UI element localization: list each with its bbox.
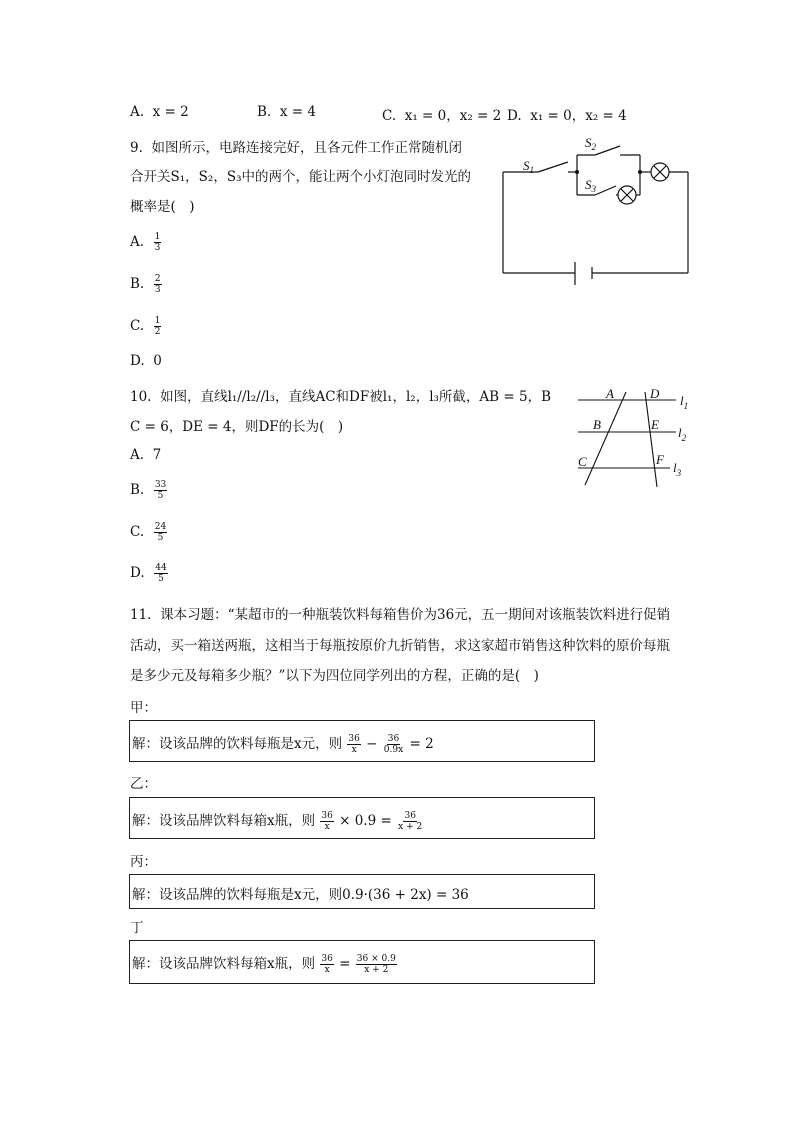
student-yi-label: 乙： <box>130 776 157 792</box>
q8-option-a-text: x = 2 <box>152 104 189 120</box>
q8-option-a: A. x = 2 <box>130 104 189 120</box>
q9-option-a-fraction: $\frac{1}{3}$ <box>154 232 161 253</box>
q9-stem-line2: 合开关S₁，S₂，S₃中的两个，能让两个小灯泡同时发光的 <box>130 169 471 185</box>
label-l2: $l_2$ <box>678 425 687 443</box>
q9-stem-line1: 9. 如图所示，电路连接完好，且各元件工作正常随机闭 <box>130 140 462 156</box>
q11-stem-line3: 是多少元及每箱多少瓶？”以下为四位同学列出的方程，正确的是( ) <box>130 668 539 684</box>
point-c: C <box>578 454 587 469</box>
q10-stem-line1: 10. 如图，直线l₁//l₂//l₃，直线AC和DF被l₁，l₂，l₃所截，AB = 5，B <box>130 389 551 405</box>
student-yi-solution-box <box>129 797 595 839</box>
q10-number: 10. <box>130 389 152 405</box>
student-ding-solution-box <box>129 940 595 984</box>
q11-stem-line2: 活动，买一箱送两瓶，这相当于每瓶按原价九折销售，求这家超市销售这种饮料的原价每瓶 <box>130 638 670 654</box>
q10-option-b: B. $\frac{33}{5}$ <box>130 480 167 501</box>
student-jia-equation: 解：设该品牌的饮料每瓶是x元，则 $\frac{36}{x}$ − $\frac{36}{0.9x}$ = 2 <box>132 734 434 755</box>
label-l1: $l_1$ <box>680 393 689 411</box>
q9-stem-line3: 概率是( ) <box>130 199 195 215</box>
q9-option-d: D. 0 <box>130 353 162 369</box>
q9-number: 9. <box>130 140 143 156</box>
q8-option-c-text: x₁ = 0，x₂ = 2 <box>404 108 502 124</box>
q9-option-c-fraction: $\frac{1}{2}$ <box>154 316 161 337</box>
q9-option-c: C. $\frac{1}{2}$ <box>130 316 161 337</box>
student-bing-label: 丙： <box>130 854 157 870</box>
q10-option-c: C. $\frac{24}{5}$ <box>130 522 167 543</box>
q8-option-c: C. x₁ = 0，x₂ = 2 <box>382 108 502 124</box>
q9-option-b-fraction: $\frac{2}{3}$ <box>154 274 161 295</box>
q10-option-d-fraction: $\frac{44}{5}$ <box>155 563 167 584</box>
q8-option-d-text: x₁ = 0，x₂ = 4 <box>530 108 627 124</box>
transversal-df <box>645 392 657 487</box>
q11-number: 11. <box>130 607 152 623</box>
point-e: E <box>651 417 659 432</box>
q10-option-a: A. 7 <box>130 447 162 463</box>
label-s3: $S_3$ <box>585 177 596 194</box>
student-bing-solution-box <box>129 874 595 909</box>
student-ding-label: 丁 <box>130 920 144 936</box>
q9-option-a: A. $\frac{1}{3}$ <box>130 232 161 253</box>
point-f: F <box>656 452 664 467</box>
q8-option-b: B. x = 4 <box>257 104 316 120</box>
point-d: D <box>650 386 660 401</box>
label-s1: $S_1$ <box>523 158 534 175</box>
student-jia-label: 甲： <box>130 700 157 716</box>
q11-stem-line1: 11. 课本习题：“某超市的一种瓶装饮料每箱售价为36元，五一期间对该瓶装饮料进行促销 <box>130 607 671 623</box>
q10-option-d: D. $\frac{44}{5}$ <box>130 563 167 584</box>
point-a: A <box>606 386 614 401</box>
q9-option-b: B. $\frac{2}{3}$ <box>130 274 161 295</box>
student-ding-equation: 解：设该品牌饮料每箱x瓶，则 $\frac{36}{x}$ = $\frac{36 \times 0.9}{x + 2}$ <box>132 954 396 975</box>
student-yi-equation: 解：设该品牌饮料每箱x瓶，则 $\frac{36}{x}$ × 0.9 = $\frac{36}{x + 2}$ <box>132 811 423 832</box>
label-s2: $S_2$ <box>585 135 596 152</box>
q8-option-b-text: x = 4 <box>279 104 316 120</box>
q10-option-c-fraction: $\frac{24}{5}$ <box>154 522 167 543</box>
q10-stem-line2: C = 6，DE = 4，则DF的长为( ) <box>130 419 344 435</box>
student-jia-solution-box <box>129 720 595 762</box>
transversal-ac <box>585 392 626 485</box>
label-l3: $l_3$ <box>673 460 682 478</box>
student-bing-equation: 解：设该品牌的饮料每瓶是x元，则0.9·(36 + 2x) = 36 <box>132 887 469 903</box>
q10-option-b-fraction: $\frac{33}{5}$ <box>154 480 167 501</box>
point-b: B <box>593 417 601 432</box>
q8-option-d: D. x₁ = 0，x₂ = 4 <box>507 108 627 124</box>
